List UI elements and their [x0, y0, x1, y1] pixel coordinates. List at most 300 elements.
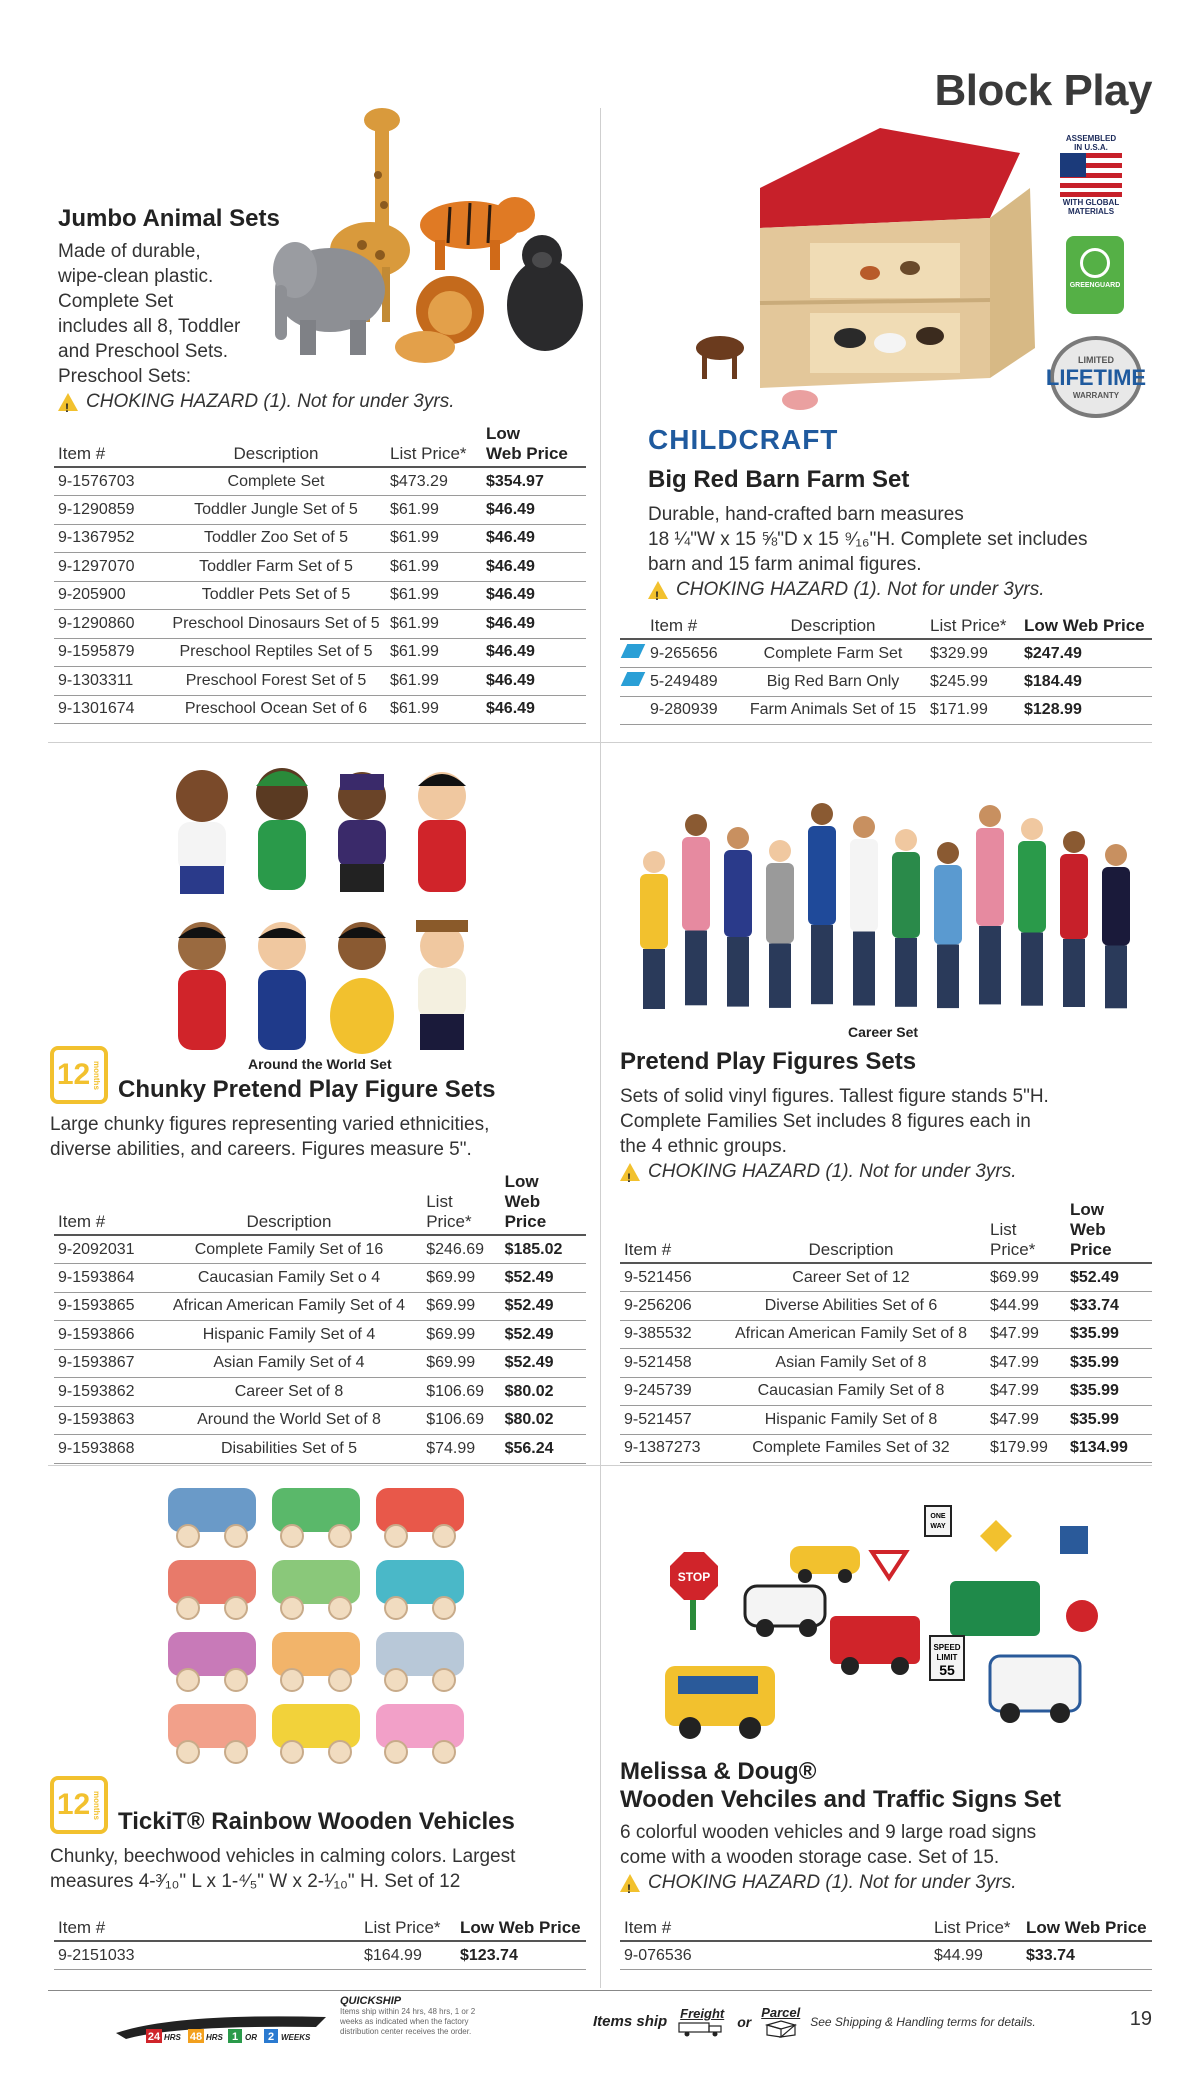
cell-low [1066, 1406, 1152, 1435]
col-list-price: List Price* [386, 422, 482, 467]
cell-list [422, 1349, 500, 1378]
sign-label: 55 [939, 1662, 955, 1678]
product-title: Pretend Play Figures Sets [620, 1048, 917, 1075]
col-list-price [986, 1198, 1066, 1263]
cell-text: 9-1301674 [58, 700, 135, 718]
table-row [620, 668, 1152, 697]
desc-line: Complete Set [58, 291, 174, 312]
cell-text: $35.99 [1070, 1353, 1119, 1371]
cell-text: 9-1303311 [58, 671, 134, 689]
hrs48-label: 48 [189, 2031, 203, 2043]
cell-text: Career Set of 8 [234, 1382, 344, 1400]
cell-list [422, 1321, 500, 1350]
handicap-sign-icon [1060, 1526, 1088, 1554]
cell-low [1066, 1263, 1152, 1292]
cell-text: $46.49 [486, 557, 535, 575]
cell-text: 9-1593866 [58, 1325, 135, 1343]
hrs24-label: 24 [147, 2031, 161, 2043]
cell-text: Asian Family Set of 4 [213, 1354, 365, 1372]
cell-list [926, 668, 1020, 697]
cell-desc [166, 638, 386, 667]
table-header [620, 614, 1152, 639]
col-description: Description [740, 614, 926, 639]
items-ship-label: Items ship [593, 2013, 668, 2030]
desc-line: the 4 ethnic groups. [620, 1136, 787, 1157]
cell-text: 9-2092031 [58, 1240, 135, 1258]
badge-text: WITH GLOBAL [1062, 198, 1120, 207]
header-line: Price* [426, 1212, 472, 1231]
warning-icon [58, 393, 78, 411]
cell-text: $35.99 [1070, 1410, 1119, 1428]
cell-text: $46.49 [486, 500, 535, 518]
cell-text: $184.49 [1024, 672, 1082, 690]
product-description [50, 1844, 590, 1894]
badge-text: LIMITED [1078, 354, 1114, 365]
quickship-description: Items ship within 24 hrs, 48 hrs, 1 or 2 weeks as indicated when the factory distribution center receives the order. [340, 2007, 476, 2036]
cell-desc [716, 1406, 986, 1435]
col-description: Description [716, 1198, 986, 1263]
desc-line: diverse abilities, and careers. Figures measure 5". [50, 1139, 472, 1160]
tickit-price-table [54, 1916, 586, 1970]
cell-text: Disabilities Set of 5 [220, 1439, 357, 1457]
table-row [620, 1377, 1152, 1406]
career-figures-image [620, 770, 1150, 1020]
cell-item [54, 1406, 156, 1435]
sign-label: ONE [930, 1513, 946, 1520]
cell-item [620, 1263, 716, 1292]
table-row [54, 553, 586, 582]
cell-text: 9-1593868 [58, 1439, 135, 1457]
cell-low [1020, 668, 1152, 697]
desc-line: and Preschool Sets. [58, 341, 229, 362]
cell-text: $473.29 [390, 472, 448, 490]
cell-text: Preschool Reptiles Set of 5 [179, 643, 373, 661]
wk2-label: 2 [267, 2031, 275, 2043]
cell-text: Caucasian Family Set o 4 [197, 1268, 381, 1286]
col-description: Description [156, 1170, 423, 1235]
cell-desc [716, 1292, 986, 1321]
cell-text: Toddler Zoo Set of 5 [203, 529, 349, 547]
quickship-label: QUICKSHIP [340, 1995, 402, 2007]
cell-text: 9-1576703 [58, 472, 135, 490]
sign-label: WAY [930, 1523, 946, 1530]
warning-text: CHOKING HAZARD (1). Not for under 3yrs. [648, 1872, 1017, 1893]
cell-text: Asian Family Set of 8 [775, 1353, 927, 1371]
cell-text: African American Family Set of 8 [734, 1325, 968, 1343]
header-line: Web Price [504, 1192, 547, 1231]
cell-text: 9-521458 [624, 1353, 692, 1371]
pretend-price-table [620, 1198, 1152, 1463]
table-row [54, 1349, 586, 1378]
cell-text: $47.99 [990, 1325, 1039, 1343]
cell-text: Career Set of 12 [792, 1268, 910, 1286]
cell-low [1066, 1320, 1152, 1349]
cell-desc [166, 524, 386, 553]
cell-item [620, 1406, 716, 1435]
badge-text: ASSEMBLED [1065, 134, 1117, 143]
cell-text: 9-245739 [624, 1382, 692, 1400]
warning-icon [620, 1163, 640, 1181]
cell-list [386, 467, 482, 496]
cell-low [482, 638, 586, 667]
cell-text: $61.99 [390, 614, 439, 632]
cell-text: $171.99 [930, 701, 988, 719]
cell-text: $61.99 [390, 500, 439, 518]
barn-price-table [620, 614, 1152, 725]
table-row [620, 1320, 1152, 1349]
cell-desc [716, 1377, 986, 1406]
table-header [620, 1916, 1152, 1941]
hrs-label: HRS [164, 2033, 181, 2042]
police-car-icon [745, 1586, 825, 1626]
sign-label: SPEED [933, 1643, 961, 1652]
cell-low [456, 1941, 586, 1970]
cell-desc [166, 695, 386, 724]
cell-low [482, 610, 586, 639]
header-line: Price* [990, 1240, 1036, 1259]
choking-warning [620, 1870, 1150, 1895]
cell-item [54, 1378, 156, 1407]
page-title: Block Play [934, 66, 1152, 115]
desc-line: come with a wooden storage case. Set of 15. [620, 1847, 1000, 1868]
quickship-flag-icon [621, 644, 646, 658]
desc-line: barn and 15 farm animal figures. [648, 554, 922, 575]
table-row [620, 1263, 1152, 1292]
col-low-price: Low Web Price [456, 1916, 586, 1941]
header-line: Web Price [486, 444, 568, 463]
cell-item [620, 1434, 716, 1463]
header-line: List [990, 1220, 1017, 1239]
cell-text: $44.99 [934, 1946, 983, 1964]
cell-text: $61.99 [390, 643, 439, 661]
col-low-price [501, 1170, 586, 1235]
cell-low [1066, 1377, 1152, 1406]
cell-text: 9-385532 [624, 1325, 692, 1343]
cell-desc [166, 610, 386, 639]
cell-list [386, 496, 482, 525]
header-line: Web Price [1070, 1220, 1112, 1259]
header-line: Low [486, 424, 520, 443]
table-row [54, 610, 586, 639]
cell-text: $33.74 [1026, 1946, 1075, 1964]
table-row [54, 638, 586, 667]
product-title: TickiT® Rainbow Wooden Vehicles [118, 1808, 515, 1835]
cell-text: African American Family Set of 4 [172, 1297, 406, 1315]
box-icon [763, 2020, 799, 2038]
row-divider [48, 1465, 600, 1466]
cell-text: Toddler Pets Set of 5 [201, 586, 351, 604]
cell-text: $46.49 [486, 643, 535, 661]
cell-low [482, 695, 586, 724]
cell-text: $56.24 [504, 1439, 554, 1457]
cell-text: 9-2151033 [58, 1946, 135, 1964]
quickship-logo [116, 2003, 376, 2047]
cell-desc [166, 496, 386, 525]
cell-text: $134.99 [1070, 1439, 1128, 1457]
cell-text: 9-076536 [624, 1946, 692, 1964]
cell-desc [716, 1434, 986, 1463]
col-item: Item # [620, 1198, 716, 1263]
cell-text: $46.49 [486, 614, 535, 632]
cell-text: $35.99 [1070, 1325, 1119, 1343]
us-flag-icon [1060, 153, 1122, 197]
cell-list [986, 1434, 1066, 1463]
cell-low [1066, 1349, 1152, 1378]
table-header [620, 1198, 1152, 1263]
table-header [54, 422, 586, 467]
warning-icon [620, 1874, 640, 1892]
cell-text: Complete Familes Set of 32 [752, 1439, 950, 1457]
items-ship-block [593, 2005, 1036, 2038]
childcraft-logo: CHILDCRAFT [648, 424, 839, 455]
cell-text: $61.99 [390, 529, 439, 547]
table-row [54, 496, 586, 525]
cell-item [620, 1292, 716, 1321]
greenguard-badge [1066, 236, 1124, 314]
cell-low [482, 581, 586, 610]
col-item: Item # [620, 614, 740, 639]
cell-text: Big Red Barn Only [766, 672, 900, 690]
cell-item [620, 668, 740, 697]
desc-line: measures 4-³⁄₁₀" L x 1-⁴⁄₅" W x 2-¹⁄₁₀" H. Set of 12 [50, 1871, 461, 1892]
header-line: Low [1070, 1200, 1104, 1219]
col-low-price: Low Web Price [1020, 614, 1152, 639]
cell-list [422, 1435, 500, 1464]
cell-text: 9-1290859 [58, 500, 135, 518]
cell-text: 9-1593864 [58, 1268, 135, 1286]
badge-sub: months [92, 1060, 102, 1090]
badge-number: 12 [56, 1058, 91, 1091]
rainbow-vehicles-image [160, 1478, 480, 1778]
or-label: OR [245, 2033, 257, 2042]
cell-text: $246.69 [426, 1240, 485, 1258]
cell-desc [740, 696, 926, 725]
cell-text: 9-1593867 [58, 1354, 135, 1372]
cell-text: 5-249489 [650, 673, 718, 691]
cell-text: $123.74 [460, 1946, 518, 1964]
cell-low [482, 496, 586, 525]
cell-text: $52.49 [1070, 1268, 1119, 1286]
table-header [54, 1170, 586, 1235]
cell-item [54, 467, 166, 496]
cell-low [501, 1435, 586, 1464]
cell-text: Caucasian Family Set of 8 [757, 1382, 945, 1400]
column-divider [600, 108, 601, 1988]
product-description [58, 239, 358, 389]
choking-warning [648, 577, 1148, 602]
or-word: or [737, 2013, 752, 2030]
table-row [54, 1321, 586, 1350]
product-description [50, 1112, 590, 1162]
desc-line: Durable, hand-crafted barn measures [648, 504, 964, 525]
table-header [54, 1916, 586, 1941]
cell-text: 9-1387273 [624, 1439, 701, 1457]
table-row [620, 1292, 1152, 1321]
cell-list [386, 610, 482, 639]
cell-item [54, 1292, 156, 1321]
chunky-price-table [54, 1170, 586, 1464]
cell-text: $44.99 [990, 1296, 1039, 1314]
table-row [620, 1941, 1152, 1970]
cell-item [54, 1435, 156, 1464]
cell-text: Toddler Farm Set of 5 [199, 557, 353, 575]
cell-text: Toddler Jungle Set of 5 [194, 500, 358, 518]
red-barn-image [690, 108, 1060, 420]
table-row [54, 524, 586, 553]
image-caption: Around the World Set [248, 1056, 392, 1072]
desc-line: wipe-clean plastic. [58, 266, 214, 287]
cell-list [986, 1263, 1066, 1292]
cell-low [482, 553, 586, 582]
cell-list [422, 1378, 500, 1407]
cell-item [54, 1264, 156, 1293]
cell-text: Preschool Dinosaurs Set of 5 [172, 614, 380, 632]
col-list-price [422, 1170, 500, 1235]
cell-text: $61.99 [390, 586, 439, 604]
col-list-price: List Price* [926, 614, 1020, 639]
ambulance-icon [990, 1656, 1080, 1711]
fire-truck-icon [830, 1616, 920, 1664]
cell-text: $164.99 [364, 1946, 422, 1964]
table-row [620, 1406, 1152, 1435]
cell-text: $46.49 [486, 586, 535, 604]
warning-text: CHOKING HAZARD (1). Not for under 3yrs. [86, 391, 455, 412]
cell-low [501, 1378, 586, 1407]
product-description [620, 1084, 1150, 1159]
cell-item [620, 1941, 930, 1970]
cell-list [986, 1377, 1066, 1406]
col-item: Item # [54, 422, 166, 467]
table-row [620, 696, 1152, 725]
do-not-enter-sign-icon [1066, 1600, 1098, 1632]
cell-list [422, 1235, 500, 1264]
col-low-price: Low Web Price [1022, 1916, 1152, 1941]
cell-text: Diverse Abilities Set of 6 [764, 1296, 938, 1314]
jumbo-info [58, 205, 455, 414]
col-low-price [482, 422, 586, 467]
cell-item [54, 581, 166, 610]
cell-text: $69.99 [426, 1325, 476, 1343]
cell-text: 9-280939 [650, 701, 718, 719]
badge-text: GREENGUARD [1069, 282, 1121, 289]
warning-icon [648, 581, 668, 599]
desc-line: 18 ¼"W x 15 ⅝"D x 15 ⁹⁄₁₆"H. Complete set includes [648, 529, 1088, 550]
page-number: 19 [1129, 2008, 1152, 2030]
school-crossing-sign-icon [980, 1520, 1012, 1552]
cell-text: $46.49 [486, 700, 535, 718]
wk1-label: 1 [231, 2031, 239, 2043]
cell-list [986, 1406, 1066, 1435]
cell-item [620, 696, 740, 725]
cell-text: 9-521456 [624, 1268, 692, 1286]
cell-low [482, 467, 586, 496]
cell-list [422, 1406, 500, 1435]
cell-item [54, 496, 166, 525]
desc-line: Preschool Sets: [58, 366, 192, 387]
around-the-world-figures-image [160, 756, 490, 1056]
cell-text: Preschool Ocean Set of 6 [184, 700, 368, 718]
cell-text: 9-1593865 [58, 1297, 135, 1315]
cell-text: $61.99 [390, 557, 439, 575]
barn-info [648, 424, 1148, 602]
cell-text: $69.99 [426, 1268, 476, 1286]
cell-text: $47.99 [990, 1410, 1039, 1428]
cell-list [386, 581, 482, 610]
cell-list [360, 1941, 456, 1970]
cell-text: $47.99 [990, 1353, 1039, 1371]
cell-text: $179.99 [990, 1439, 1048, 1457]
table-row [54, 467, 586, 496]
choking-warning [620, 1159, 1150, 1184]
cell-text: Hispanic Family Set of 4 [202, 1325, 376, 1343]
table-row [620, 1349, 1152, 1378]
cell-text: $61.99 [390, 671, 439, 689]
cell-low [501, 1349, 586, 1378]
cell-text: Complete Family Set of 16 [194, 1240, 384, 1258]
cell-text: $106.69 [426, 1382, 485, 1400]
cell-desc [156, 1349, 423, 1378]
cell-text: $128.99 [1024, 701, 1082, 719]
table-row [54, 1292, 586, 1321]
melissa-price-table [620, 1916, 1152, 1970]
table-row [54, 1406, 586, 1435]
row-divider [600, 742, 1152, 743]
cell-text: $329.99 [930, 644, 988, 662]
cell-text: 9-256206 [624, 1296, 692, 1314]
cell-text: $52.49 [504, 1354, 554, 1372]
warning-text: CHOKING HAZARD (1). Not for under 3yrs. [676, 579, 1045, 600]
cell-text: $35.99 [1070, 1382, 1119, 1400]
cell-text: 9-205900 [58, 586, 126, 604]
cell-text: $354.97 [486, 472, 544, 490]
cell-desc [166, 581, 386, 610]
cell-list [926, 696, 1020, 725]
product-title: Chunky Pretend Play Figure Sets [118, 1076, 496, 1103]
lifetime-warranty-badge [1045, 336, 1147, 418]
cell-list [422, 1264, 500, 1293]
table-row [54, 667, 586, 696]
cell-text: $106.69 [426, 1411, 485, 1429]
cell-item [54, 667, 166, 696]
cell-item [54, 1235, 156, 1264]
cell-text: Around the World Set of 8 [197, 1411, 381, 1429]
cell-item [54, 1941, 360, 1970]
cell-text: Complete Set [227, 472, 325, 490]
cell-list [926, 639, 1020, 668]
badge-text: WARRANTY [1072, 390, 1120, 400]
cell-desc [716, 1263, 986, 1292]
weeks-label: WEEKS [281, 2033, 311, 2042]
row-divider [600, 1465, 1152, 1466]
cell-text: Farm Animals Set of 15 [749, 701, 917, 719]
cell-text: $46.49 [486, 529, 535, 547]
cell-item [54, 610, 166, 639]
cell-low [1020, 639, 1152, 668]
yield-sign-icon [872, 1552, 906, 1578]
header-line: List [426, 1192, 453, 1211]
cell-list [422, 1292, 500, 1321]
cell-desc [740, 639, 926, 668]
cell-text: $247.49 [1024, 644, 1082, 662]
desc-line: Large chunky figures representing varied ethnicities, [50, 1114, 490, 1135]
cell-low [501, 1292, 586, 1321]
product-title: Jumbo Animal Sets [58, 205, 280, 232]
school-bus-icon [665, 1666, 775, 1726]
taxi-icon [790, 1546, 860, 1574]
cell-text: 9-1593863 [58, 1411, 135, 1429]
quickship-flag-icon [621, 672, 646, 686]
product-title: Wooden Vehciles and Traffic Signs Set [620, 1786, 1061, 1813]
